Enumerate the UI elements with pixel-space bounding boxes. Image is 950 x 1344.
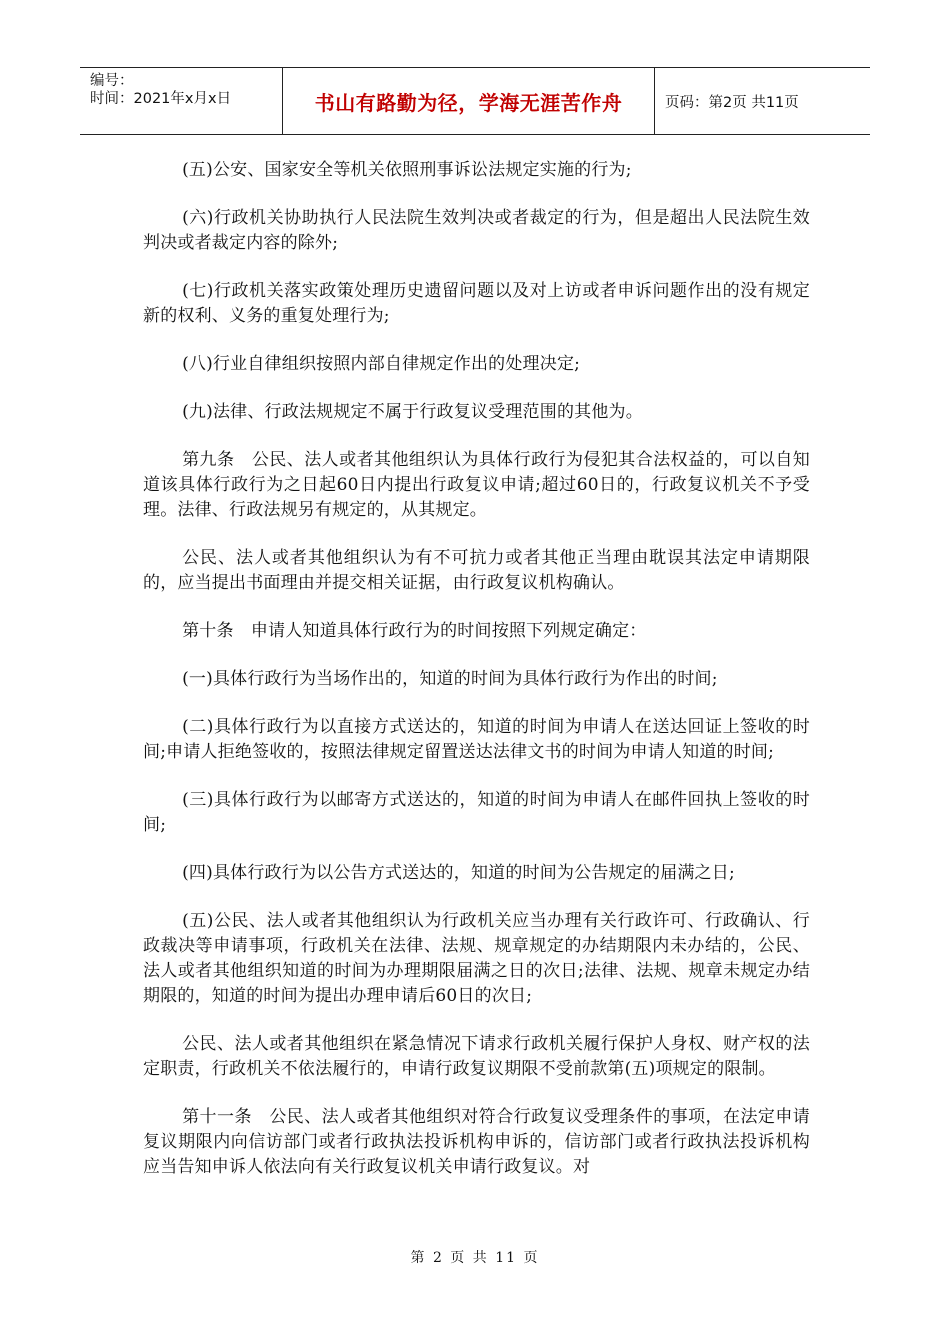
paragraph: 第九条 公民、法人或者其他组织认为具体行政行为侵犯其合法权益的，可以自知道该具体行政行为之日起60日内提出行政复议申请;超过60日的，行政复议机关不予受理。法律、行政法规另有规定的，从其规定。 <box>143 450 810 520</box>
paragraph: (五)公民、法人或者其他组织认为行政机关应当办理有关行政许可、行政确认、行政裁决等申请事项，行政机关在法律、法规、规章规定的办结期限内未办结的，公民、法人或者其他组织知道的时间为办理期限届满之日的次日;法律、法规、规章未规定办结期限的，知道的时间为提出办理申请后60日的次日; <box>143 911 810 1006</box>
paragraph: 公民、法人或者其他组织认为有不可抗力或者其他正当理由耽误其法定申请期限的，应当提出书面理由并提交相关证据，由行政复议机构确认。 <box>143 548 810 593</box>
serial-number-label: 编号： <box>90 73 134 89</box>
header-page-info: 页码：第2页 共11页 <box>665 94 799 111</box>
paragraph: (九)法律、行政法规规定不属于行政复议受理范围的其他为。 <box>182 402 643 422</box>
date-label: 时间：2021年x月x日 <box>90 91 232 107</box>
paragraph: (二)具体行政行为以直接方式送达的，知道的时间为申请人在送达回证上签收的时间;申请人拒绝签收的，按照法律规定留置送达法律文书的时间为申请人知道的时间; <box>143 717 810 762</box>
paragraph: (一)具体行政行为当场作出的，知道的时间为具体行政行为作出的时间; <box>182 669 718 689</box>
paragraph: 第十一条 公民、法人或者其他组织对符合行政复议受理条件的事项，在法定申请复议期限内向信访部门或者行政执法投诉机构申诉的，信访部门或者行政执法投诉机构应当告知申诉人依法向有关行政复议机关申请行政复议。对 <box>143 1107 810 1177</box>
paragraph: 第十条 申请人知道具体行政行为的时间按照下列规定确定： <box>182 621 647 641</box>
page-header <box>80 67 870 135</box>
paragraph: (八)行业自律组织按照内部自律规定作出的处理决定; <box>182 354 581 374</box>
document-body <box>143 158 810 1203</box>
paragraph: 公民、法人或者其他组织在紧急情况下请求行政机关履行保护人身权、财产权的法定职责，行政机关不依法履行的，申请行政复议期限不受前款第(五)项规定的限制。 <box>143 1034 810 1079</box>
header-motto: 书山有路勤为径，学海无涯苦作舟 <box>283 68 655 134</box>
header-meta <box>80 68 283 134</box>
paragraph: (六)行政机关协助执行人民法院生效判决或者裁定的行为，但是超出人民法院生效判决或者裁定内容的除外; <box>143 208 810 253</box>
page-footer: 第 2 页 共 11 页 <box>410 1250 540 1266</box>
paragraph: (四)具体行政行为以公告方式送达的，知道的时间为公告规定的届满之日; <box>182 863 735 883</box>
paragraph: (三)具体行政行为以邮寄方式送达的，知道的时间为申请人在邮件回执上签收的时间; <box>143 790 810 835</box>
paragraph: (七)行政机关落实政策处理历史遗留问题以及对上访或者申诉问题作出的没有规定新的权利、义务的重复处理行为; <box>143 281 810 326</box>
paragraph: (五)公安、国家安全等机关依照刑事诉讼法规定实施的行为; <box>182 160 632 180</box>
